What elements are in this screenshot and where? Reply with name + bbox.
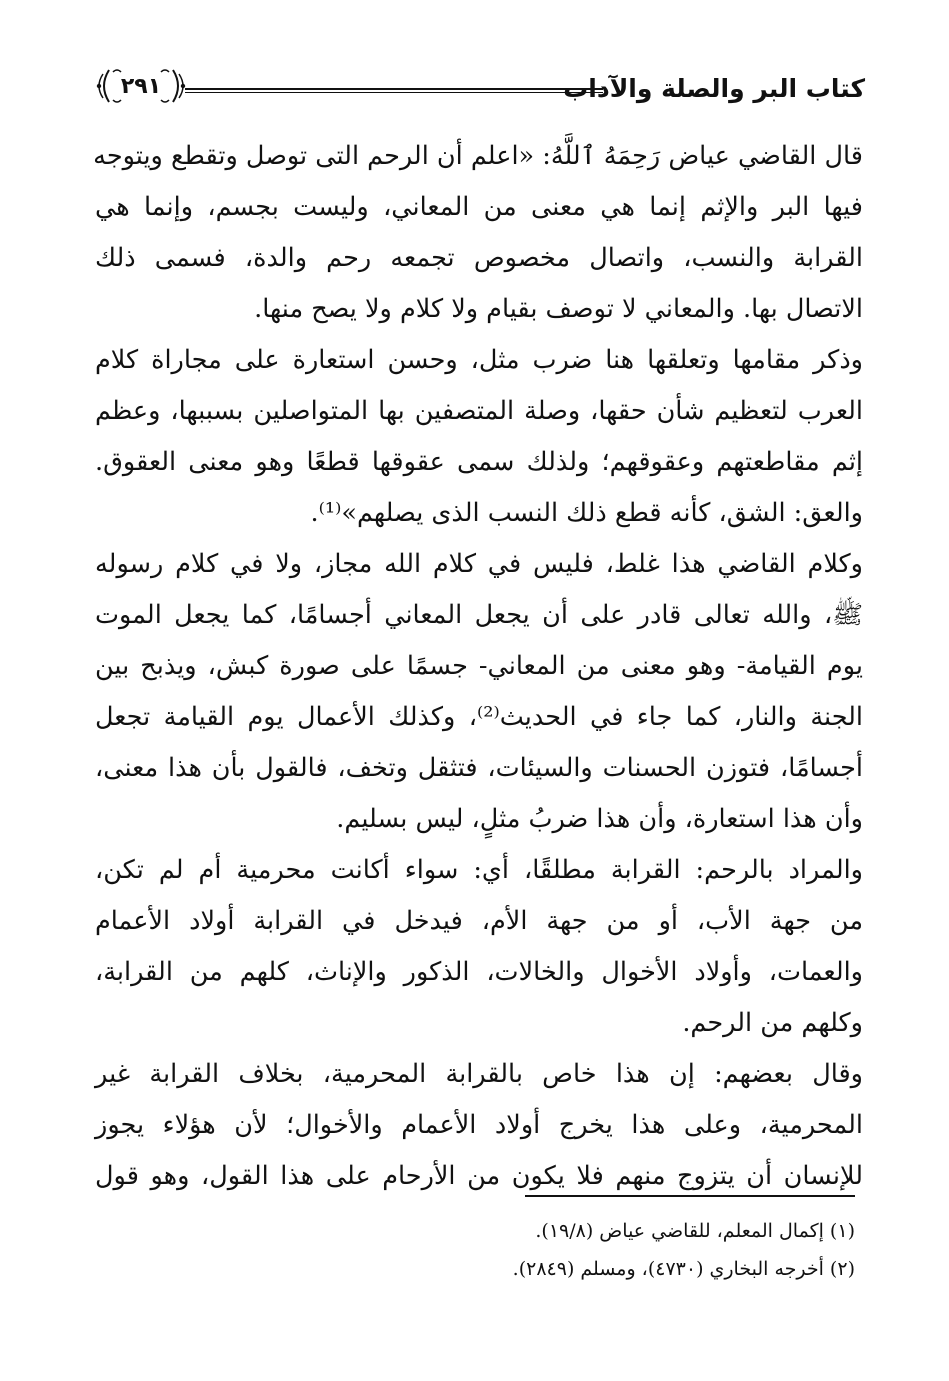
text-line: [95, 131, 863, 182]
footnote-2: (٢) أخرجه البخاري (٤٧٣٠)، ومسلم (٢٨٤٩).: [512, 1258, 855, 1280]
footnote-separator: [525, 1195, 855, 1197]
text-line: [95, 641, 863, 692]
text-line-content: الجنة والنار، كما جاء في الحديث⁽²⁾، وكذلك الأعمال يوم القيامة تجعل: [95, 702, 864, 732]
text-line: [95, 284, 863, 335]
text-line: [95, 233, 863, 284]
text-line: [95, 1100, 863, 1151]
text-line-content: يوم القيامة- وهو معنى من المعاني- جسمًا على صورة كبش، ويذبح بين: [95, 651, 863, 681]
header-rule: [185, 88, 603, 93]
page-number: ٢٩١: [120, 73, 162, 99]
text-line-content: أجسامًا، فتوزن الحسنات والسيئات، فتثقل وتخف، فالقول بأن هذا معنى،: [95, 753, 863, 783]
text-line-content: وأن هذا استعارة، وأن هذا ضربُ مثلٍ، ليس بسليم.: [336, 804, 863, 834]
text-line: [95, 590, 863, 641]
main-text: [95, 131, 863, 1202]
text-line: [95, 182, 863, 233]
text-line-content: ﷺ، والله تعالى قادر على أن يجعل المعاني أجسامًا، كما يجعل الموت: [95, 600, 863, 630]
text-line: [95, 896, 863, 947]
text-line-content: القرابة والنسب، واتصال مخصوص تجمعه رحم والدة، فسمى ذلك: [95, 243, 863, 273]
running-title: كتاب البر والصلة والآداب: [563, 74, 865, 103]
text-line-content: والعمات، وأولاد الأخوال والخالات، الذكور والإناث، كلهم من القرابة،: [95, 957, 863, 987]
text-line: [95, 488, 863, 539]
text-line-content: المحرمية، وعلى هذا يخرج أولاد الأعمام والأخوال؛ لأن هؤلاء يجوز: [95, 1110, 863, 1140]
text-line-content: قال القاضي عياض رَحِمَهُ ٱللَّهُ: «اعلم أن الرحم التى توصل وتقطع ويتوجه: [93, 141, 863, 171]
text-line-content: وذكر مقامها وتعلقها هنا ضرب مثل، وحسن استعارة على مجاراة كلام: [95, 345, 863, 375]
text-line: [95, 947, 863, 998]
page-header: [95, 58, 865, 118]
text-line-content: وكلام القاضي هذا غلط، فليس في كلام الله مجاز، ولا في كلام رسوله: [95, 549, 863, 579]
text-line-content: الاتصال بها. والمعاني لا توصف بقيام ولا كلام ولا يصح منها.: [254, 294, 863, 324]
text-line-content: فيها البر والإثم إنما هي معنى من المعاني، وليست بجسم، وإنما هي: [95, 192, 863, 222]
text-line: [95, 539, 863, 590]
page-number-frame: [95, 64, 187, 108]
text-line-content: إثم مقاطعتهم وعقوقهم؛ ولذلك سمى عقوقها قطعًا وهو معنى العقوق.: [95, 447, 863, 477]
text-line-content: العرب لتعظيم شأن حقها، وصلة المتصفين بها المتواصلين بسببها، وعظم: [95, 396, 863, 426]
text-line: [95, 692, 863, 743]
text-line: [95, 1049, 863, 1100]
text-line-content: والمراد بالرحم: القرابة مطلقًا، أي: سواء أكانت محرمية أم لم تكن،: [95, 855, 863, 885]
text-line: [95, 386, 863, 437]
text-line-content: وقال بعضهم: إن هذا خاص بالقرابة المحرمية، بخلاف القرابة غير: [95, 1059, 863, 1089]
text-line-content: والعق: الشق، كأنه قطع ذلك النسب الذى يصلهم»⁽¹⁾.: [310, 498, 863, 528]
text-line: [95, 335, 863, 386]
text-line: [95, 845, 863, 896]
text-line-content: وكلهم من الرحم.: [682, 1008, 863, 1038]
footnotes: [300, 1212, 855, 1288]
text-line-content: من جهة الأب، أو من جهة الأم، فيدخل في القرابة أولاد الأعمام: [95, 906, 863, 936]
footnote-1: (١) إكمال المعلم، للقاضي عياض (١٩/٨).: [535, 1220, 855, 1242]
text-line: [95, 794, 863, 845]
text-line: [95, 743, 863, 794]
text-line-content: للإنسان أن يتزوج منهم فلا يكون من الأرحام على هذا القول، وهو قول: [95, 1161, 863, 1191]
text-line: [95, 437, 863, 488]
text-line: [95, 998, 863, 1049]
